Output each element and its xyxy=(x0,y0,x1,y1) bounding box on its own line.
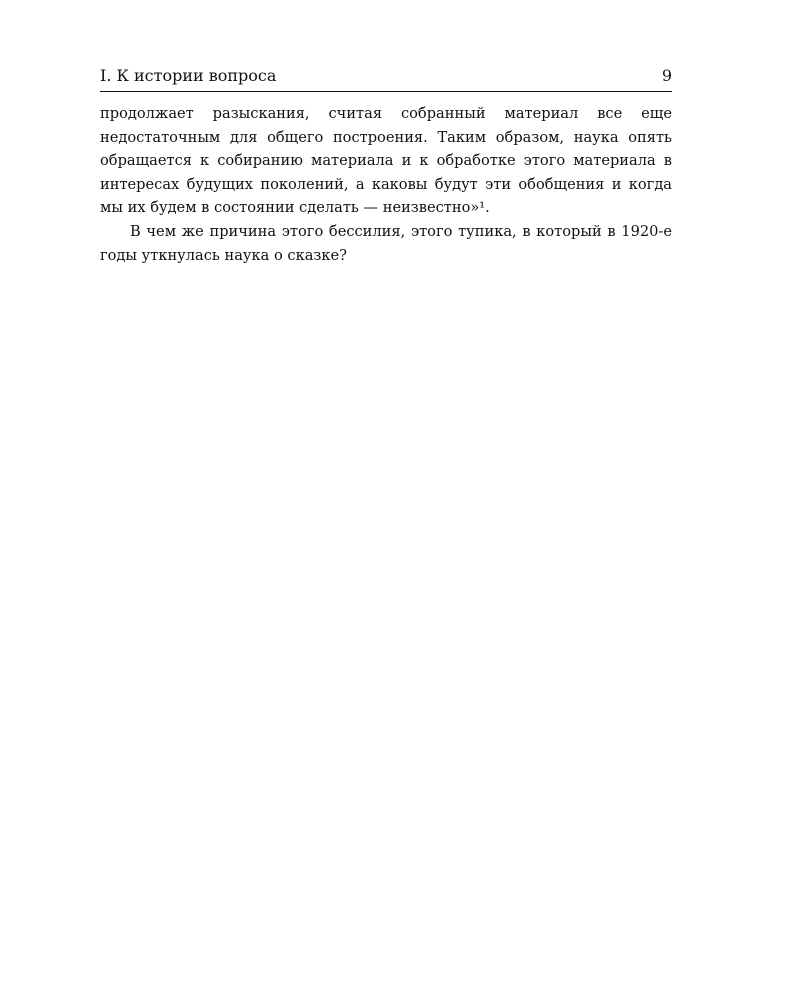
paragraph: продолжает разыскания, считая собранный материал все еще недостаточным для общего построения. Таким образом, наука опять обращается к собиранию материала и к обработке этого материала в интересах будущих поколений, а каковы будут эти обобщения и когда мы их будем в состоянии сделать — неизвестно»¹. xyxy=(100,105,672,217)
book-page xyxy=(100,62,672,267)
body-text xyxy=(100,102,672,267)
page-number: 9 xyxy=(661,66,672,85)
running-header xyxy=(100,62,672,92)
paragraph: В чем же причина этого бессилия, этого тупика, в который в 1920-е годы уткнулась наука о сказке? xyxy=(100,222,672,264)
section-title: I. К истории вопроса xyxy=(100,66,277,85)
